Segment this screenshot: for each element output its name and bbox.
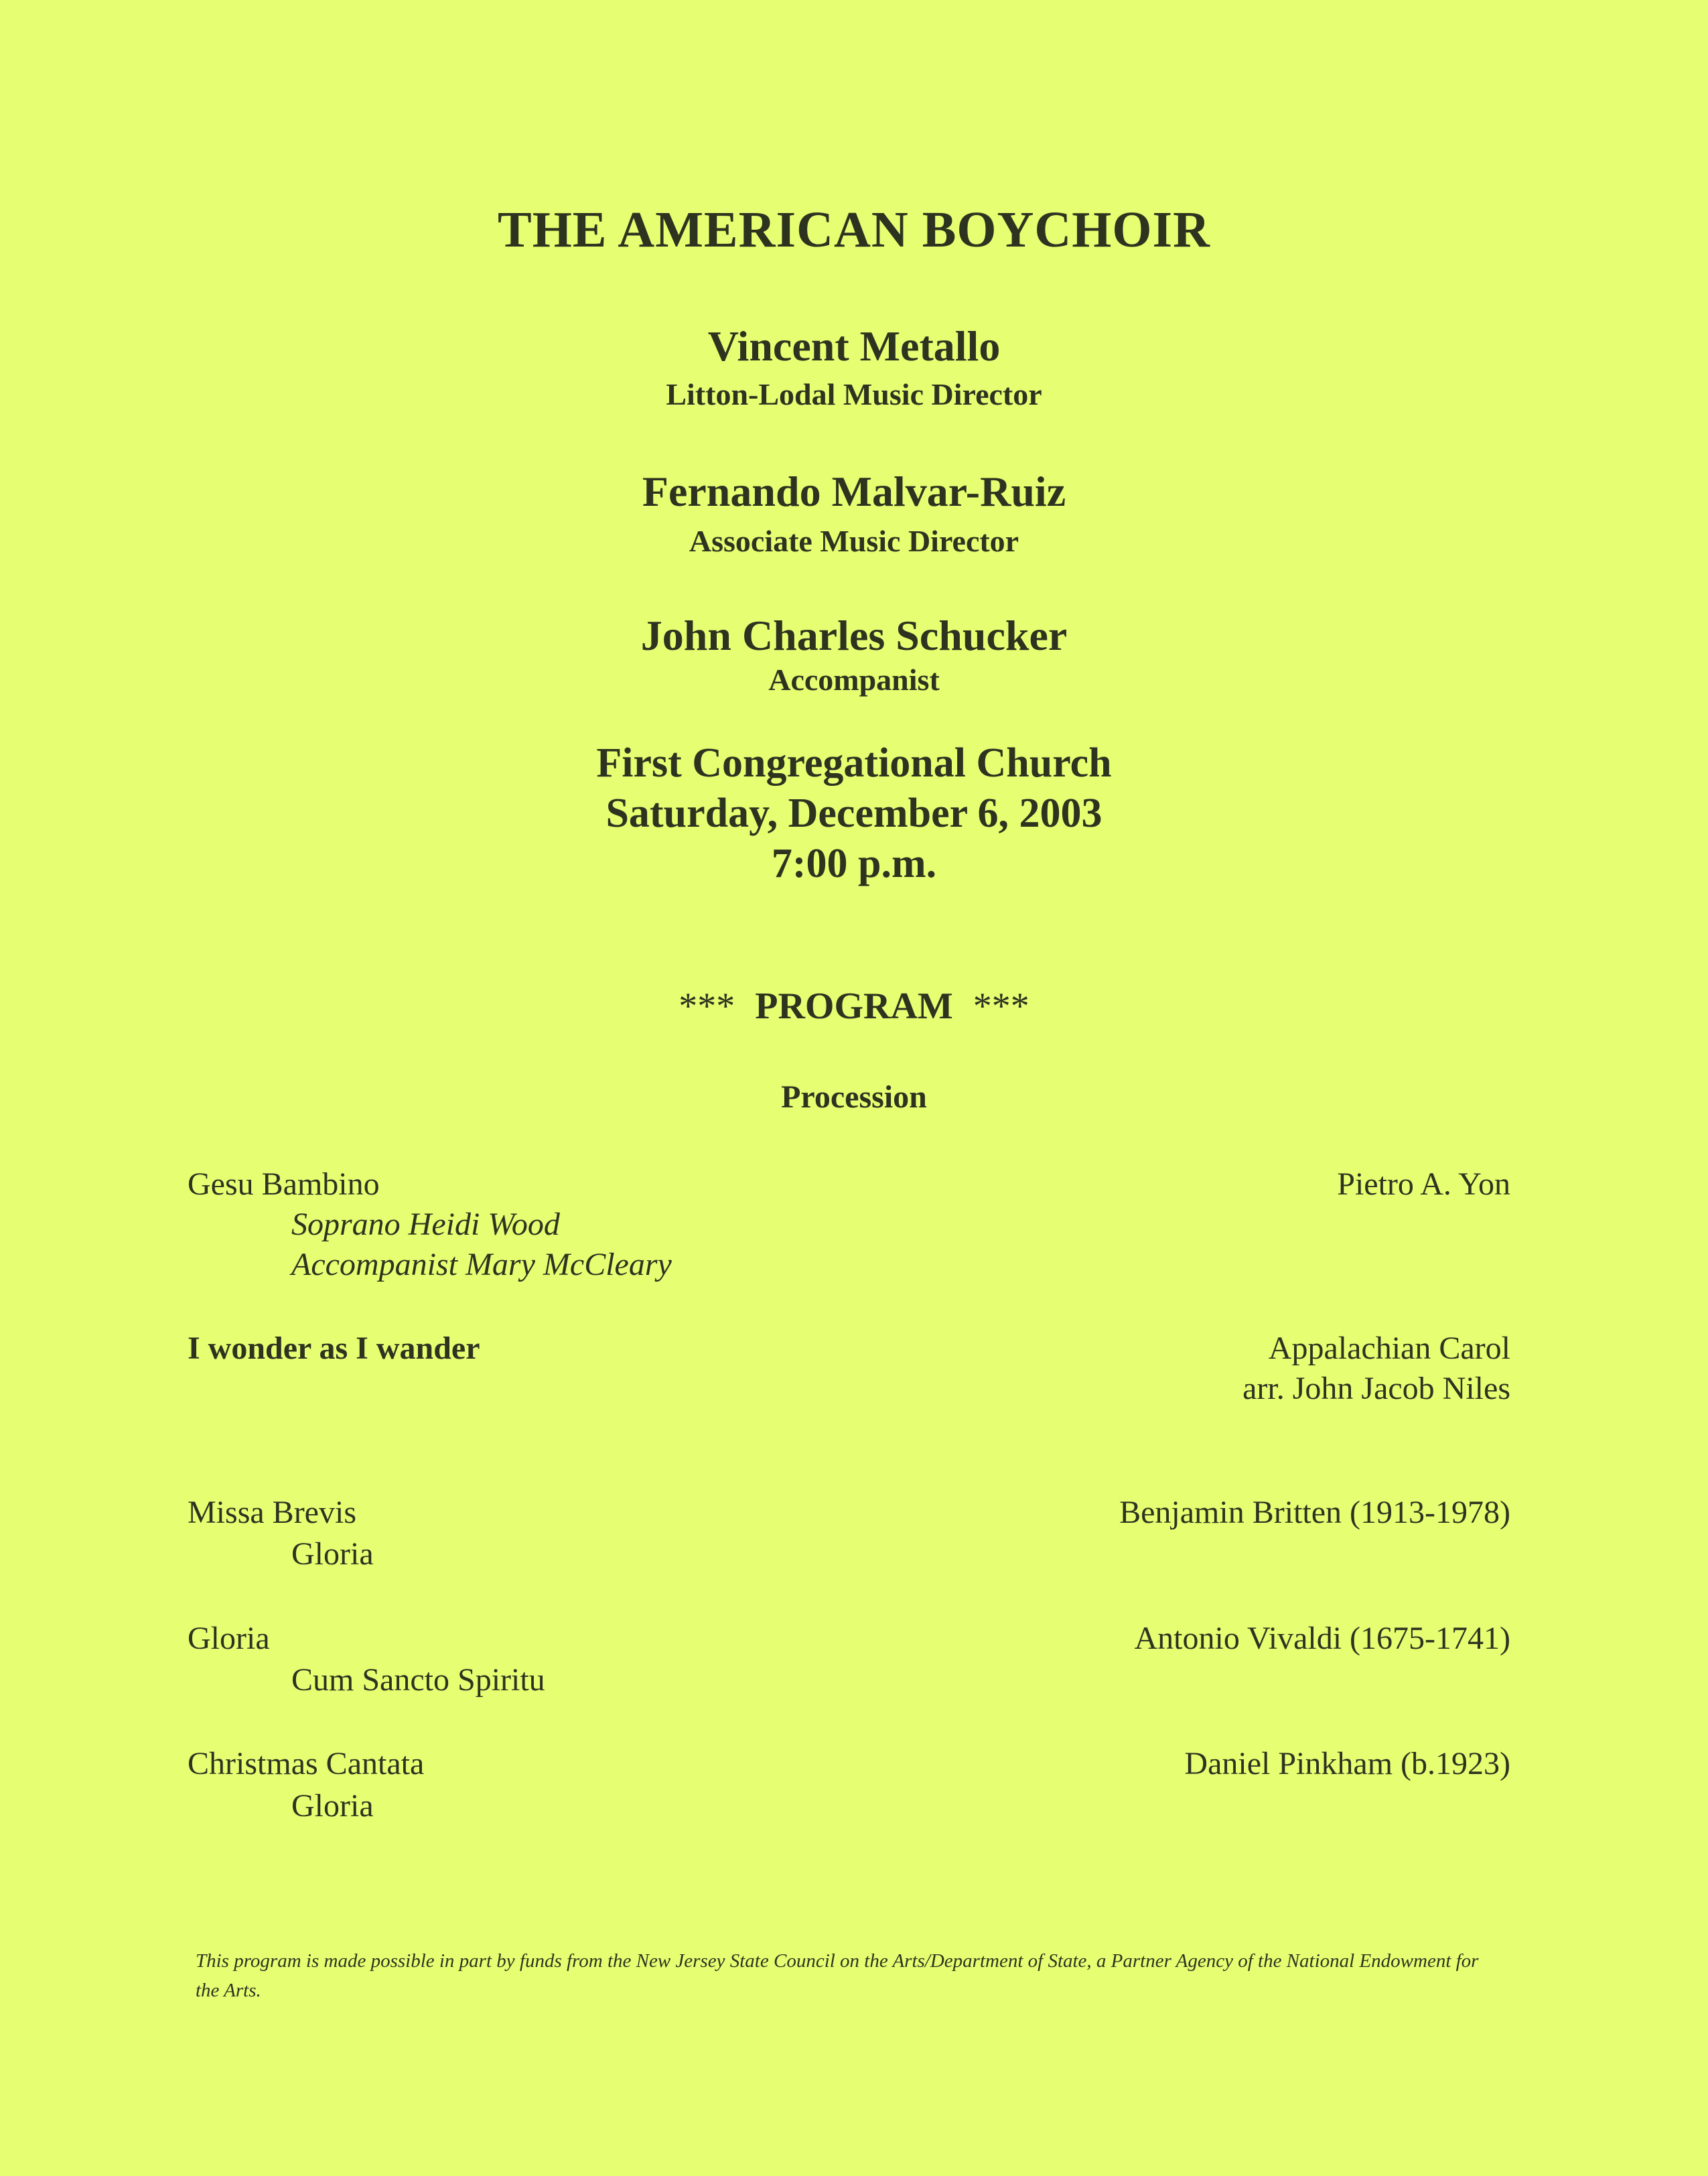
- piece-composer: Daniel Pinkham (b.1923): [1184, 1746, 1510, 1781]
- event-date: Saturday, December 6, 2003: [606, 791, 1102, 836]
- page-title: THE AMERICAN BOYCHOIR: [498, 202, 1210, 258]
- piece-composer: Antonio Vivaldi (1675-1741): [1134, 1621, 1510, 1656]
- piece-detail: Cum Sancto Spiritu: [291, 1662, 545, 1698]
- piece-composer: Appalachian Carol: [1268, 1331, 1510, 1366]
- staff-role-accompanist: Accompanist: [768, 663, 940, 697]
- piece-title: Missa Brevis: [188, 1495, 356, 1530]
- piece-detail: Gloria: [291, 1536, 374, 1572]
- funding-footnote: This program is made possible in part by funds from the New Jersey State Council on the Arts/Department of State, a Partner Agency of the National Endowment for the Arts.: [196, 1950, 1479, 2001]
- piece-composer: Benjamin Britten (1913-1978): [1119, 1495, 1510, 1530]
- program-heading-text: PROGRAM: [755, 985, 953, 1027]
- piece-title: Gloria: [188, 1621, 270, 1656]
- piece-title: Gesu Bambino: [188, 1166, 380, 1202]
- program-procession: Procession: [781, 1079, 927, 1115]
- piece-title: I wonder as I wander: [188, 1331, 480, 1366]
- piece-detail: Gloria: [291, 1788, 374, 1824]
- event-time: 7:00 p.m.: [771, 841, 937, 886]
- program-heading: [0, 985, 1708, 1028]
- staff-role-associate-director: Associate Music Director: [689, 524, 1019, 558]
- staff-name-associate-director: Fernando Malvar-Ruiz: [642, 468, 1066, 515]
- staff-name-music-director: Vincent Metallo: [707, 322, 1001, 370]
- piece-detail: Soprano Heidi Wood: [291, 1207, 560, 1242]
- program-stars-left: ***: [679, 985, 735, 1027]
- piece-title: Christmas Cantata: [188, 1746, 425, 1781]
- piece-composer-arranger: arr. John Jacob Niles: [1242, 1371, 1510, 1406]
- staff-role-music-director: Litton-Lodal Music Director: [666, 377, 1042, 411]
- program-stars-right: ***: [973, 985, 1029, 1027]
- piece-composer: Pietro A. Yon: [1337, 1166, 1510, 1202]
- event-venue: First Congregational Church: [596, 740, 1112, 786]
- staff-name-accompanist: John Charles Schucker: [640, 612, 1068, 659]
- piece-detail: Accompanist Mary McCleary: [291, 1247, 672, 1282]
